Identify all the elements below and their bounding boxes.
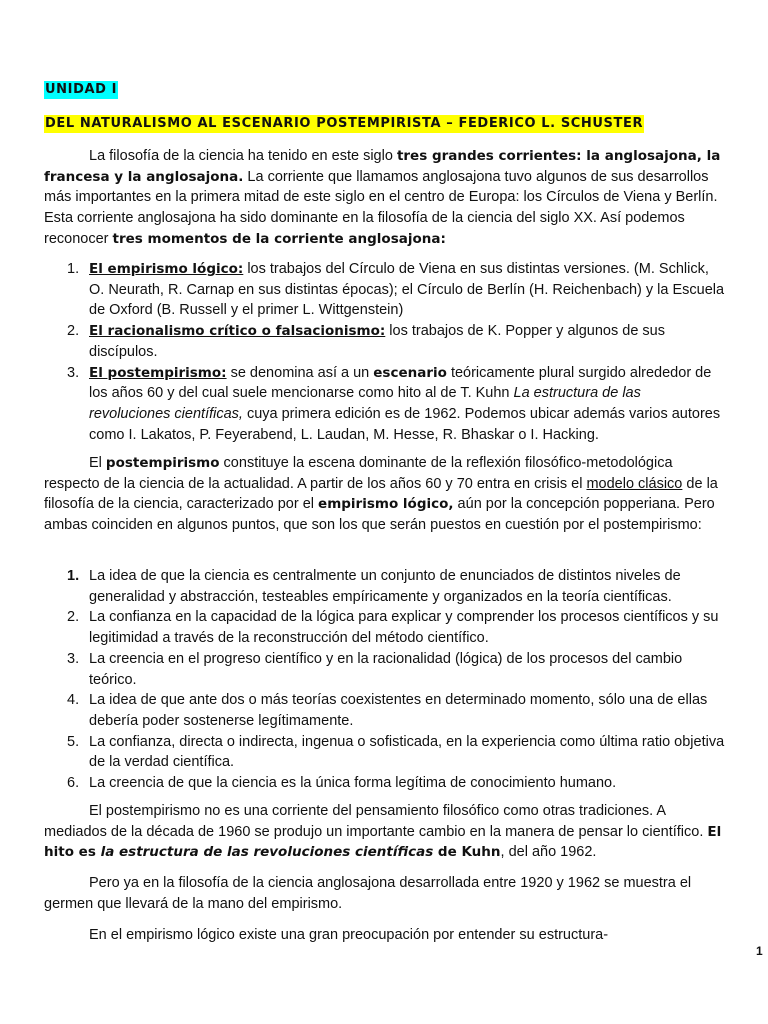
list-number: 3. (67, 364, 80, 381)
p1-bold-2: tres momentos de la corriente anglosajona: (112, 230, 446, 247)
list-term: El postempirismo: (89, 364, 227, 381)
list-text: La creencia en el progreso científico y en la racionalidad (lógica) de los procesos del cambio teórico. (89, 650, 683, 688)
list-item (44, 607, 726, 648)
page-number: 1 (756, 944, 763, 958)
list-text: los trabajos de K. Popper y algunos de sus discípulos. (89, 323, 665, 360)
anglosaxon-moments-list (44, 259, 726, 445)
list-text: teóricamente plural surgido alrededor de los años 60 y del cual suele mencionarse como hito al de T. Kuhn (89, 364, 712, 402)
p3-text-2: , del año 1962. (500, 844, 597, 861)
list-number: 6. (67, 775, 80, 792)
kuhn-paragraph (44, 801, 726, 863)
p2-text-4: aún por la concepción popperiana. Pero ambas coinciden en algunos puntos, que son los que serán puestos en cuestión por el postempirismo: (44, 496, 715, 534)
p3-bold-1: El hito es (44, 823, 722, 861)
list-text: se denomina así a un (226, 364, 374, 381)
unit-heading: UNIDAD I (45, 82, 118, 97)
list-italic: La estructura de las revoluciones científicas, (89, 385, 641, 422)
list-number: 4. (67, 692, 80, 709)
anglosaxon-paragraph: Pero ya en la filosofía de la ciencia anglosajona desarrollada entre 1920 y 1962 se muestra el germen que llevará de la mano del empirismo. (44, 875, 692, 912)
p2-underline: modelo clásico (586, 475, 683, 492)
list-item (44, 566, 726, 607)
list-item (44, 773, 726, 794)
list-text: los trabajos del Círculo de Viena en sus distintas versiones. (M. Schlick, O. Neurath, R. Carnap en sus distintas épocas); el Círculo de Berlín (H. Reichenbach) y la Escuela de Oxford (B. Russell y el primer L. Wittgenstein) (89, 261, 725, 319)
p2-bold-1: postempirismo (105, 455, 220, 471)
list-text: La confianza, directa o indirecta, ingenua o sofisticada, en la experiencia como última ratio objetiva de la verdad científica. (89, 733, 725, 771)
p1-text-2: La corriente que llamamos anglosajona tuvo algunos de sus desarrollos más importantes en la primera mitad de este siglo en el centro de Europa: los Círculos de Viena y Berlín. Esta corriente anglosajona ha sido dominante en la filosofía de la ciencia del siglo XX. Así podemos reconocer (44, 168, 718, 247)
list-item (44, 259, 726, 321)
p1-text-1: La filosofía de la ciencia ha tenido en este siglo (89, 148, 397, 164)
list-item (44, 321, 726, 362)
list-text: La idea de que la ciencia es centralmente un conjunto de enunciados de distintos niveles de generalidad y abstracción, testeables empíricamente y organizados en la teoría científicas. (89, 568, 681, 605)
p3-text-1: El postempirismo no es una corriente del pensamiento filosófico como otras tradiciones. A mediados de la década de 1960 se produjo un importante cambio en la manera de pensar lo científico. (44, 803, 708, 840)
list-number: 2. (67, 609, 80, 626)
p2-text-1: El (89, 455, 106, 471)
list-item (44, 732, 726, 773)
intro-paragraph (44, 146, 726, 250)
common-points-list (44, 566, 726, 794)
list-bold: escenario (373, 364, 447, 381)
p1-bold-1: tres grandes corrientes: la anglosajona, la francesa y la anglosajona. (44, 148, 721, 185)
list-item (44, 690, 726, 731)
p2-bold-2: empirismo lógico, (318, 496, 454, 513)
logical-empiricism-paragraph: En el empirismo lógico existe una gran preocupación por entender su estructura- (89, 927, 609, 943)
list-term: El racionalismo crítico o falsacionismo: (89, 323, 386, 340)
list-number: 1. (67, 568, 80, 584)
list-number: 1. (67, 261, 80, 277)
p2-text-3: de la filosofía de la ciencia, caracterizado por el (44, 475, 718, 513)
postempiricism-paragraph (44, 453, 726, 536)
list-text: La idea de que ante dos o más teorías coexistentes en determinado momento, sólo una de ellas debería poder sostenerse legítimamente. (89, 692, 708, 729)
list-number: 5. (67, 733, 80, 750)
list-text: La creencia de que la ciencia es la única forma legítima de conocimiento humano. (89, 775, 617, 792)
p2-text-2: constituye la escena dominante de la reflexión filosófico-metodológica respecto de la ciencia de la actualidad. A partir de los años 60 y 70 entra en crisis el (44, 455, 673, 492)
chapter-title: DEL NATURALISMO AL ESCENARIO POSTEMPIRISTA – FEDERICO L. SCHUSTER (45, 116, 644, 131)
p3-bold-2: de Kuhn (433, 844, 501, 861)
list-text: cuya primera edición es de 1962. Podemos ubicar además varios autores como I. Lakatos, P. Feyerabend, L. Laudan, M. Hesse, R. Bhaskar o I. Hacking. (89, 405, 721, 443)
list-item (44, 649, 726, 690)
p3-bold-italic: la estructura de las revoluciones científicas (100, 844, 434, 861)
list-item (44, 363, 726, 446)
list-number: 3. (67, 650, 80, 667)
list-number: 2. (67, 323, 80, 340)
list-term: El empirismo lógico: (89, 261, 244, 277)
list-text: La confianza en la capacidad de la lógica para explicar y comprender los procesos científicos y su legitimidad a través de la reconstrucción del método científico. (89, 609, 719, 647)
